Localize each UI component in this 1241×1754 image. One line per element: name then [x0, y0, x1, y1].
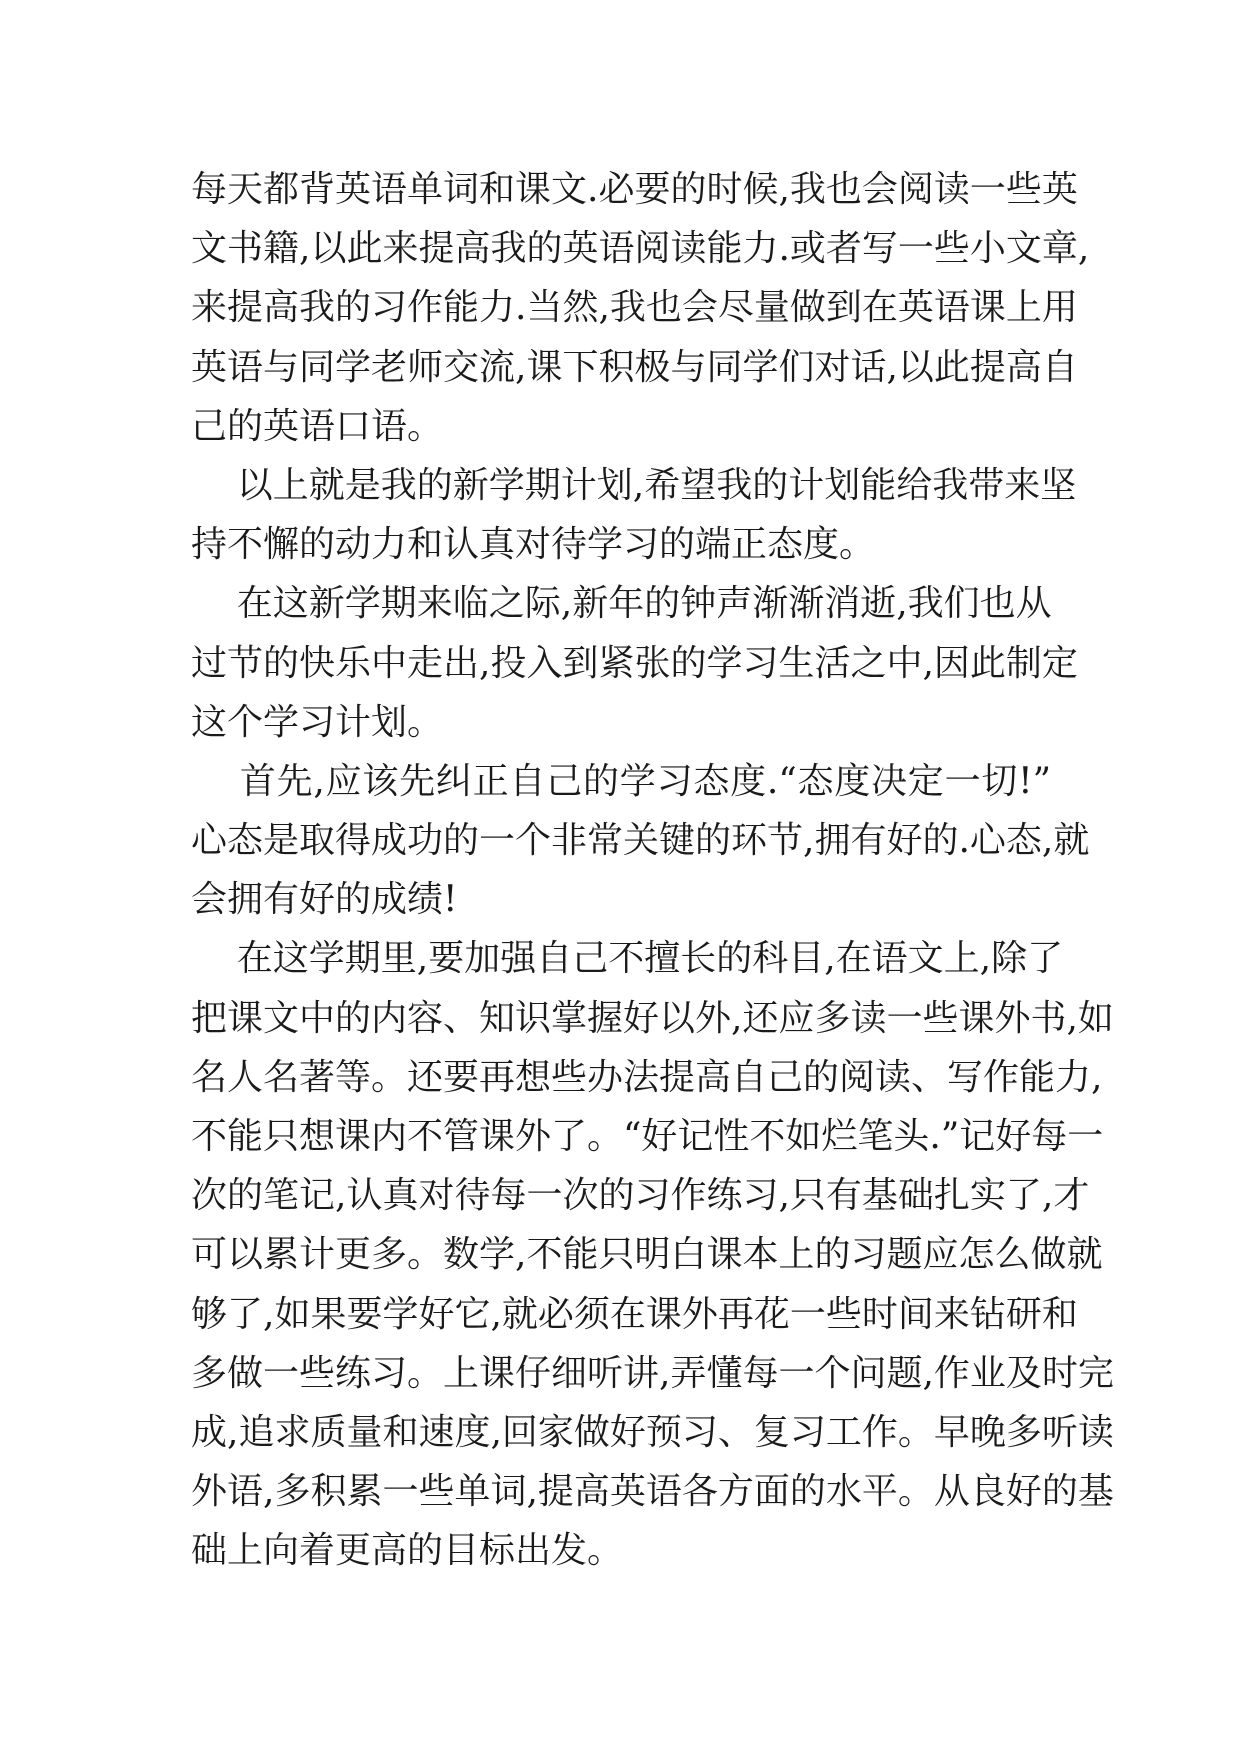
text-line: 次的笔记,认真对待每一次的习作练习,只有基础扎实了,才: [191, 1175, 1090, 1217]
text-line: 名人名著等。还要再想些办法提高自己的阅读、写作能力,: [191, 1056, 1103, 1098]
text-line: 在这新学期来临之际,新年的钟声渐渐消逝,我们也从: [191, 583, 1052, 625]
text-line: 英语与同学老师交流,课下积极与同学们对话,以此提高自: [191, 346, 1078, 388]
text-line: 来提高我的习作能力.当然,我也会尽量做到在英语课上用: [191, 287, 1078, 329]
text-line: 把课文中的内容、知识掌握好以外,还应多读一些课外书,如: [191, 997, 1114, 1039]
text-line: 持不懈的动力和认真对待学习的端正态度。: [191, 524, 876, 566]
text-line: 会拥有好的成绩!: [191, 879, 458, 921]
text-line: 这个学习计划。: [191, 701, 444, 743]
text-line: 文书籍,以此来提高我的英语阅读能力.或者写一些小文章,: [191, 228, 1090, 270]
text-line: 以上就是我的新学期计划,希望我的计划能给我带来坚: [191, 464, 1077, 506]
text-line: 心态是取得成功的一个非常关键的环节,拥有好的.心态,就: [191, 820, 1090, 862]
text-line: 外语,多积累一些单词,提高英语各方面的水平。从良好的基: [191, 1471, 1114, 1513]
text-line: 可以累计更多。数学,不能只明白课本上的习题应怎么做就: [191, 1234, 1103, 1276]
text-line: 成,追求质量和速度,回家做好预习、复习工作。早晚多听读: [191, 1411, 1114, 1453]
text-line: 础上向着更高的目标出发。: [191, 1530, 624, 1572]
text-line: 多做一些练习。上课仔细听讲,弄懂每一个问题,作业及时完: [191, 1352, 1114, 1394]
text-line: 在这学期里,要加强自己不擅长的科目,在语文上,除了: [191, 938, 1064, 980]
body-text: [191, 160, 1114, 1581]
text-line: 够了,如果要学好它,就必须在课外再花一些时间来钻研和: [191, 1293, 1078, 1335]
text-line: 首先,应该先纠正自己的学习态度.“态度决定一切!”: [191, 760, 1051, 802]
text-line: 每天都背英语单词和课文.必要的时候,我也会阅读一些英: [191, 169, 1078, 210]
text-line: 己的英语口语。: [191, 405, 444, 447]
text-line: 过节的快乐中走出,投入到紧张的学习生活之中,因此制定: [191, 642, 1078, 684]
text-line: 不能只想课内不管课外了。“好记性不如烂笔头.”记好每一: [191, 1116, 1104, 1157]
